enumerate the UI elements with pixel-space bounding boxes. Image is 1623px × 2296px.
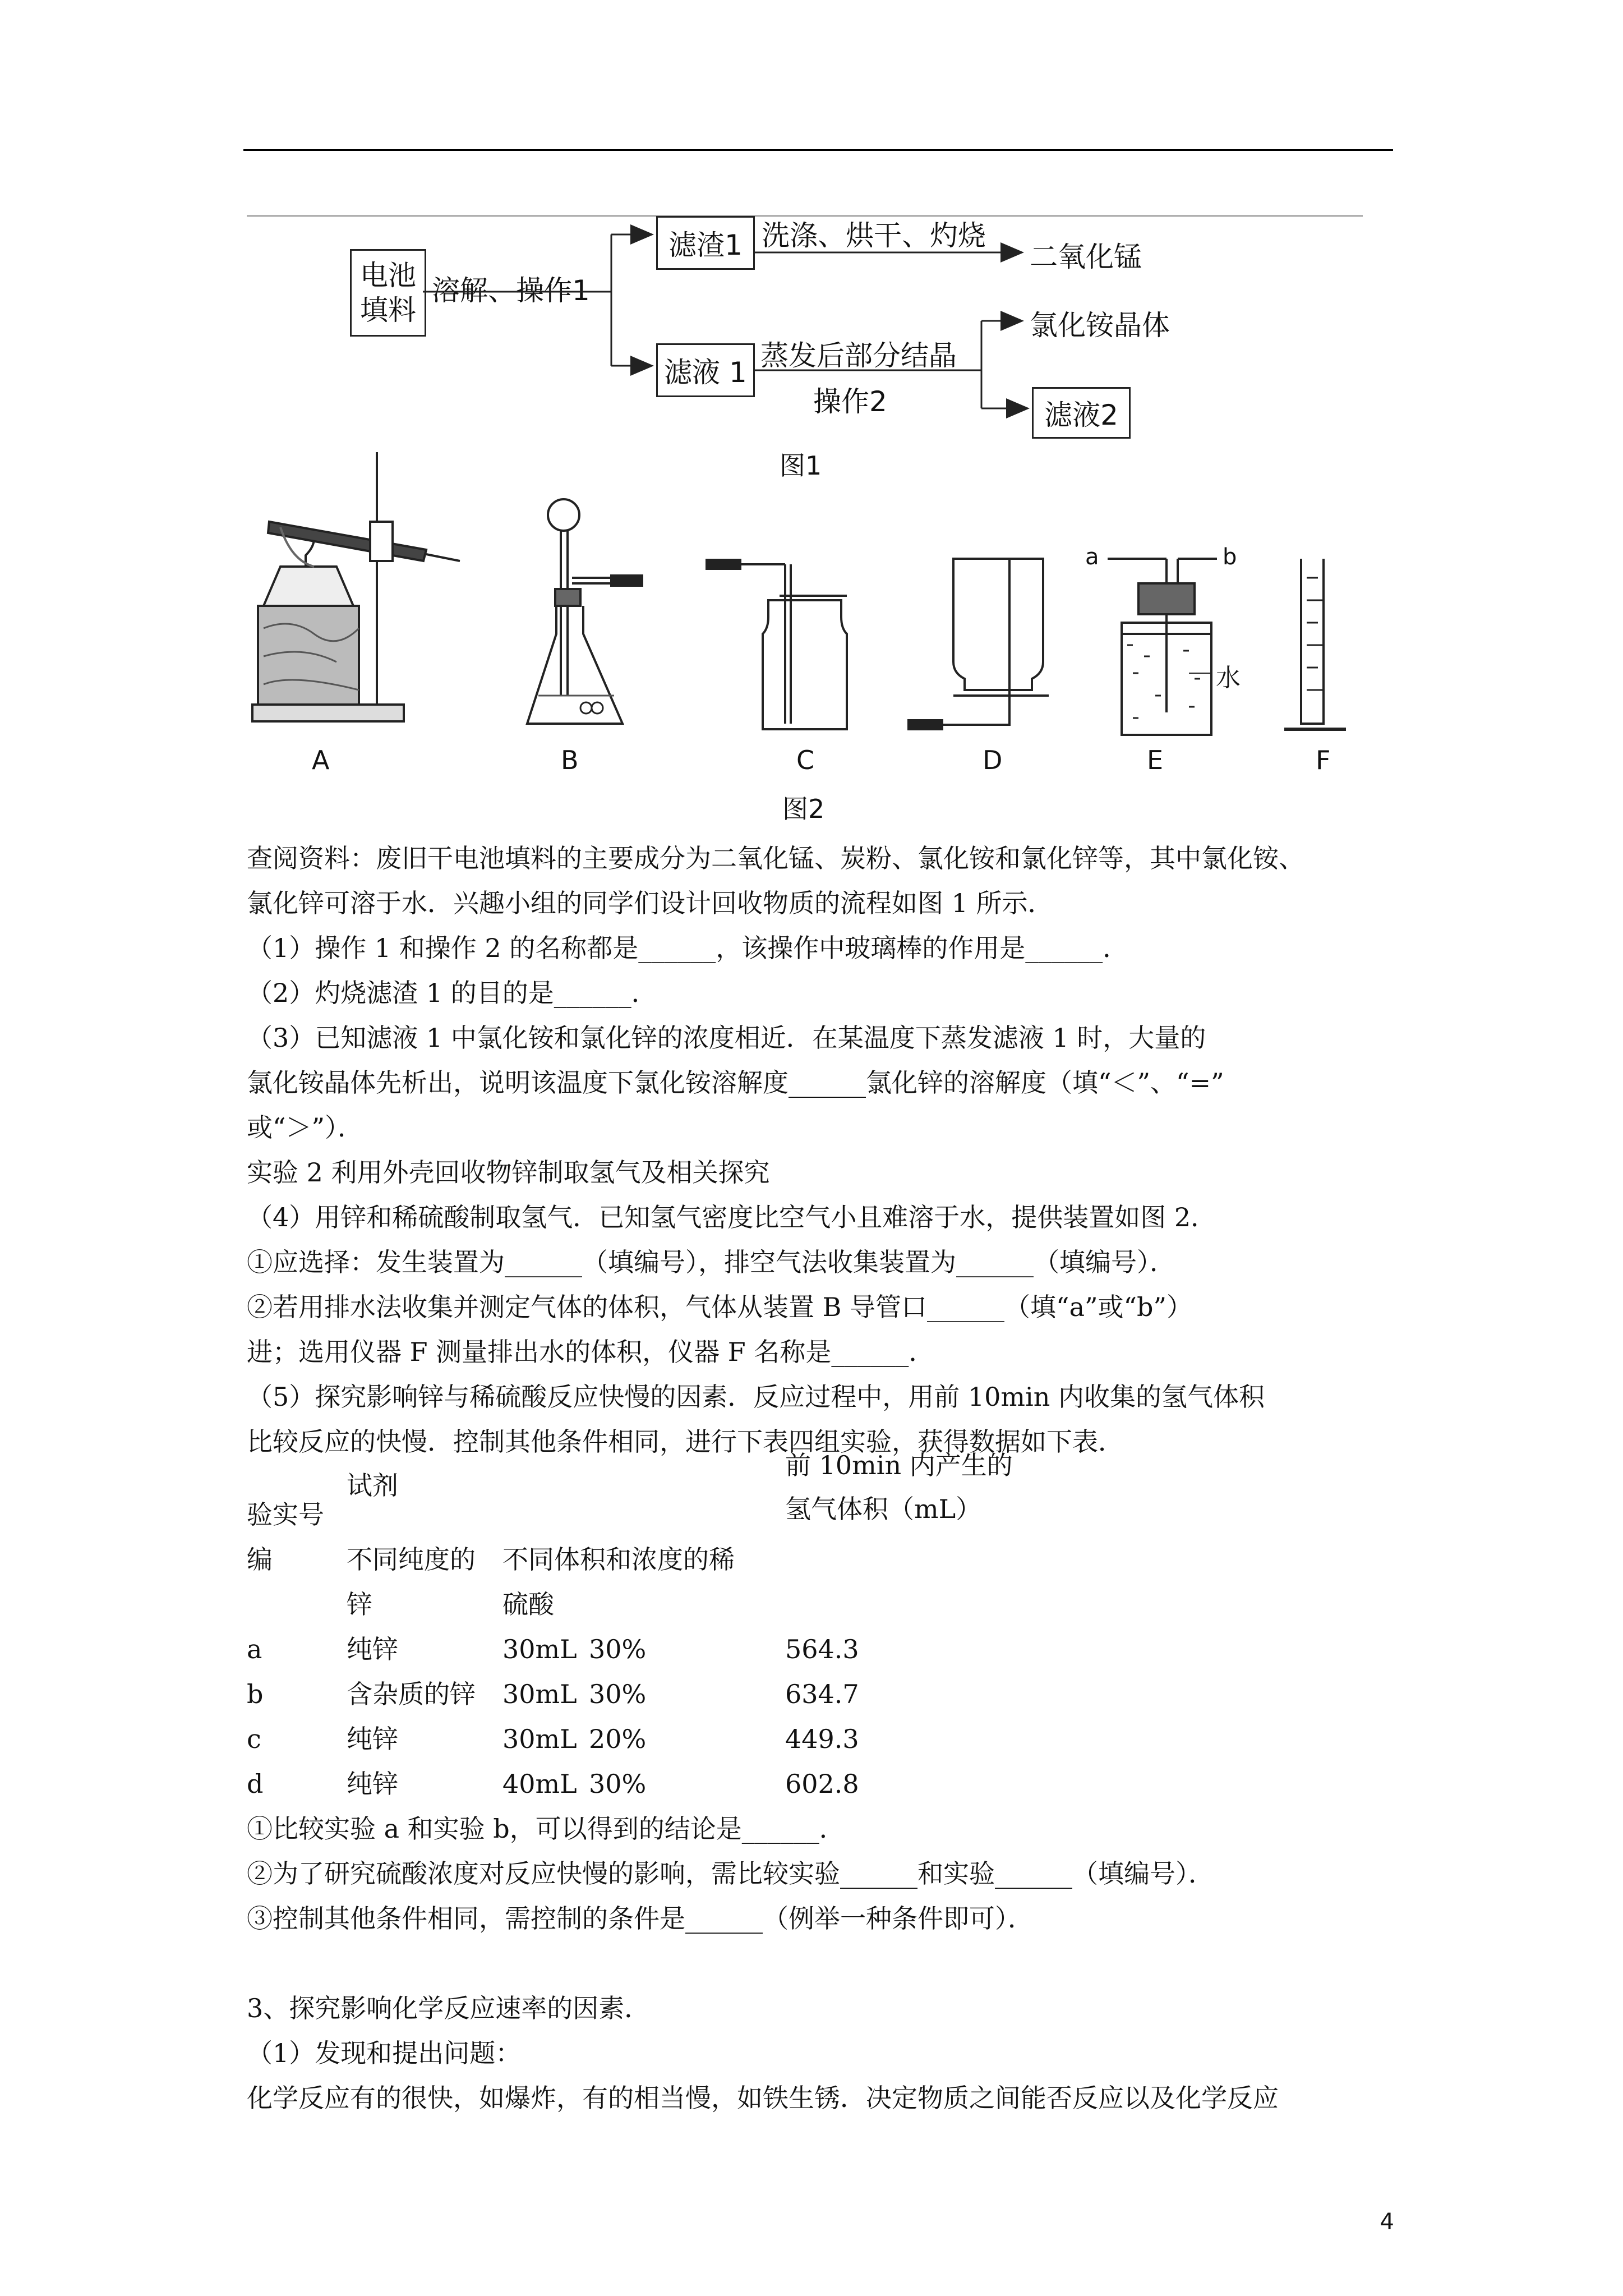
text-line-5: （3）已知滤液 1 中氯化铵和氯化锌的浓度相近．在某温度下蒸发滤液 1 时，大量的 <box>247 1023 1206 1053</box>
row-concentration: 30% <box>589 1634 647 1664</box>
apparatus-e-water-bottle <box>1108 559 1217 735</box>
dissolve-operation-label: 溶解、操作1 <box>432 274 590 307</box>
filtrate-2-box: 滤液2 <box>1032 387 1131 439</box>
apparatus-e-port-b: b <box>1223 544 1237 570</box>
apparatus-a-heating-stand <box>252 452 460 721</box>
figure-1-caption: 图1 <box>780 450 822 481</box>
figure-2-apparatus <box>0 0 1623 830</box>
apparatus-label-e: E <box>1147 745 1164 775</box>
text-line-8: 实验 2 利用外壳回收物锌制取氢气及相关探究 <box>247 1157 770 1188</box>
row-id: a <box>247 1634 262 1664</box>
table-header-vol-2: 氢气体积（mL） <box>785 1494 982 1524</box>
table-header-reagent: 试剂 <box>347 1470 398 1501</box>
apparatus-label-f: F <box>1316 745 1331 775</box>
row-volume: 30mL <box>502 1679 577 1709</box>
filtrate-1-box: 滤液 1 <box>656 343 755 397</box>
row-volume: 40mL <box>502 1769 577 1799</box>
section-3-paragraph: 化学反应有的很快，如爆炸，有的相当慢，如铁生锈．决定物质之间能否反应以及化学反应 <box>247 2083 1279 2113</box>
table-header-zinc-1: 不同纯度的 <box>347 1544 476 1575</box>
text-line-14: 比较反应的快慢．控制其他条件相同，进行下表四组实验，获得数据如下表． <box>247 1427 1124 1457</box>
table-header-zinc-2: 锌 <box>347 1589 372 1619</box>
row-zinc: 纯锌 <box>347 1769 398 1799</box>
apparatus-d-inverted-bottle <box>909 559 1049 729</box>
table-header-vol-1: 前 10min 内产生的 <box>785 1450 1013 1480</box>
apparatus-e-water-label: 水 <box>1216 664 1241 692</box>
text-line-3: （1）操作 1 和操作 2 的名称都是______，该操作中玻璃棒的作用是______． <box>247 933 1129 963</box>
apparatus-b-flask <box>527 499 642 724</box>
text-line-9: （4）用锌和稀硫酸制取氢气．已知氢气密度比空气小且难溶于水，提供装置如图 2． <box>247 1202 1217 1232</box>
row-concentration: 30% <box>589 1679 647 1709</box>
apparatus-label-c: C <box>796 745 815 775</box>
row-volume: 30mL <box>502 1724 577 1754</box>
evaporate-crystallize-label: 蒸发后部分结晶 <box>760 339 957 372</box>
row-volume: 30mL <box>502 1634 577 1664</box>
row-id: d <box>247 1769 264 1799</box>
row-id: c <box>247 1724 261 1754</box>
table-header-id-b: 编 <box>247 1544 273 1575</box>
question-1: ①比较实验 a 和实验 b，可以得到的结论是______． <box>247 1814 845 1844</box>
apparatus-label-a: A <box>312 745 330 775</box>
text-line-6: 氯化铵晶体先析出，说明该温度下氯化铵溶解度______氯化锌的溶解度（填“＜”、“=” <box>247 1068 1224 1098</box>
ammonium-chloride-label: 氯化铵晶体 <box>1030 309 1170 342</box>
text-line-7: 或“＞”）． <box>247 1112 364 1143</box>
table-header-acid-1: 不同体积和浓度的稀 <box>502 1544 735 1575</box>
wash-dry-burn-label: 洗涤、烘干、灼烧 <box>762 219 986 252</box>
row-hydrogen-volume: 634.7 <box>785 1679 859 1709</box>
apparatus-label-b: B <box>561 745 579 775</box>
row-hydrogen-volume: 602.8 <box>785 1769 859 1799</box>
table-header-acid-2: 硫酸 <box>502 1589 554 1619</box>
row-concentration: 30% <box>589 1769 647 1799</box>
manganese-dioxide-label: 二氧化锰 <box>1030 241 1142 273</box>
question-2: ②为了研究硫酸浓度对反应快慢的影响，需比较实验______和实验______（填编号）． <box>247 1858 1214 1889</box>
section-3-sub-1: （1）发现和提出问题： <box>247 2038 522 2068</box>
row-hydrogen-volume: 449.3 <box>785 1724 859 1754</box>
figure-2-caption: 图2 <box>782 794 825 824</box>
row-zinc: 纯锌 <box>347 1724 398 1754</box>
row-id: b <box>247 1679 264 1709</box>
text-line-12: 进；选用仪器 F 测量排出水的体积，仪器 F 名称是______． <box>247 1337 935 1367</box>
battery-filler-box: 电池 填料 <box>350 249 426 337</box>
row-concentration: 20% <box>589 1724 647 1754</box>
row-hydrogen-volume: 564.3 <box>785 1634 859 1664</box>
text-line-10: ①应选择：发生装置为______（填编号），排空气法收集装置为______（填编号）． <box>247 1247 1175 1277</box>
page-number: 4 <box>1380 2209 1394 2235</box>
row-zinc: 纯锌 <box>347 1634 398 1664</box>
section-3-heading: 3、探究影响化学反应速率的因素． <box>247 1993 651 2023</box>
apparatus-c-gas-bottle <box>707 560 847 729</box>
text-line-2: 氯化锌可溶于水．兴趣小组的同学们设计回收物质的流程如图 1 所示． <box>247 888 1054 918</box>
table-header-id-a: 验实号 <box>247 1499 324 1530</box>
question-3: ③控制其他条件相同，需控制的条件是______（例举一种条件即可）． <box>247 1903 1034 1934</box>
apparatus-label-d: D <box>983 745 1003 775</box>
apparatus-f-graduated-cylinder <box>1284 559 1346 729</box>
apparatus-e-port-a: a <box>1085 544 1099 570</box>
text-line-4: （2）灼烧滤渣 1 的目的是______． <box>247 978 657 1008</box>
row-zinc: 含杂质的锌 <box>347 1679 476 1709</box>
operation-2-label: 操作2 <box>813 385 887 418</box>
text-line-1: 查阅资料：废旧干电池填料的主要成分为二氧化锰、炭粉、氯化铵和氯化锌等，其中氯化铵、 <box>247 843 1304 873</box>
residue-1-box: 滤渣1 <box>656 216 755 270</box>
text-line-13: （5）探究影响锌与稀硫酸反应快慢的因素．反应过程中，用前 10min 内收集的氢气体积 <box>247 1382 1265 1412</box>
text-line-11: ②若用排水法收集并测定气体的体积，气体从装置 B 导管口______（填“a”或“b”） <box>247 1292 1192 1322</box>
